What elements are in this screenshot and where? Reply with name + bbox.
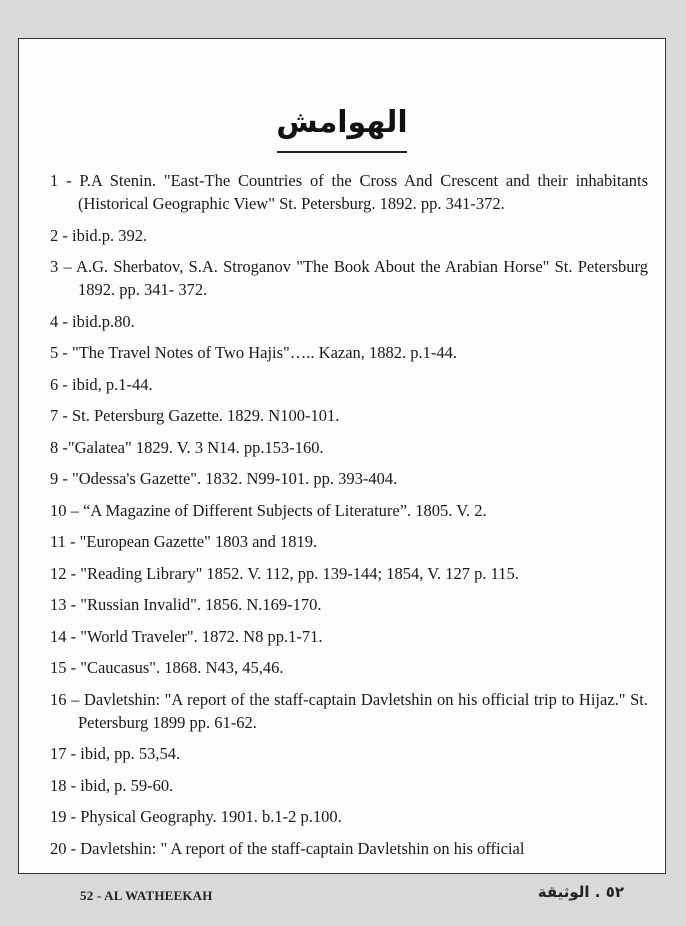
footnote-5: 5 - "The Travel Notes of Two Hajis"….. Kazan, 1882. p.1-44. xyxy=(50,343,458,362)
footnote-1: 1 - P.A Stenin. "East-The Countries of the Cross And Crescent and their inhabitants (Historical Geographic View" St. Petersburg. 1892. pp. 341-372. xyxy=(50,171,648,213)
footnote-17: 17 - ibid, pp. 53,54. xyxy=(50,744,181,763)
footer-page-label-arabic: ٥٢ . الوثيقة xyxy=(537,883,624,901)
page-frame xyxy=(18,38,666,874)
footnote-20: 20 - Davletshin: " A report of the staff-captain Davletshin on his official xyxy=(50,838,525,858)
footnote-2: 2 - ibid.p. 392. xyxy=(50,225,148,245)
footer-page-label-english: 52 - AL WATHEEKAH xyxy=(80,888,213,903)
footnote-14: 14 - "World Traveler". 1872. N8 pp.1-71. xyxy=(50,626,323,646)
footnote-15: 15 - "Caucasus". 1868. N43, 45,46. xyxy=(50,658,284,677)
footnote-6: 6 - ibid, p.1-44. xyxy=(50,374,153,394)
footnote-12: 12 - "Reading Library" 1852. V. 112, pp. 139-144; 1854, V. 127 p. 115. xyxy=(50,563,519,583)
page-title: الهوامش xyxy=(276,105,408,140)
page-footer xyxy=(0,880,686,910)
footnote-9: 9 - "Odessa's Gazette". 1832. N99-101. pp. 393-404. xyxy=(50,469,398,488)
title-underline xyxy=(277,151,407,153)
footnote-16: 16 – Davletshin: "A report of the staff-captain Davletshin on his official trip to Hijaz." St. Petersburg 1899 pp. 61-62. xyxy=(50,689,648,732)
footnote-11: 11 - "European Gazette" 1803 and 1819. xyxy=(50,532,318,551)
footnotes-list xyxy=(50,169,648,868)
footnote-13: 13 - "Russian Invalid". 1856. N.169-170. xyxy=(50,595,322,614)
footnote-10: 10 – “A Magazine of Different Subjects of Literature”. 1805. V. 2. xyxy=(50,500,487,520)
footnote-3: 3 – A.G. Sherbatov, S.A. Stroganov "The Book About the Arabian Horse" St. Petersburg 1892. pp. 341- 372. xyxy=(50,257,648,299)
heading-block xyxy=(19,101,665,153)
footnote-4: 4 - ibid.p.80. xyxy=(50,311,135,331)
footnote-18: 18 - ibid, p. 59-60. xyxy=(50,775,174,795)
footnote-8: 8 -"Galatea" 1829. V. 3 N14. pp.153-160. xyxy=(50,437,324,457)
footnote-19: 19 - Physical Geography. 1901. b.1-2 p.100. xyxy=(50,807,342,826)
footnote-7: 7 - St. Petersburg Gazette. 1829. N100-101. xyxy=(50,406,340,425)
